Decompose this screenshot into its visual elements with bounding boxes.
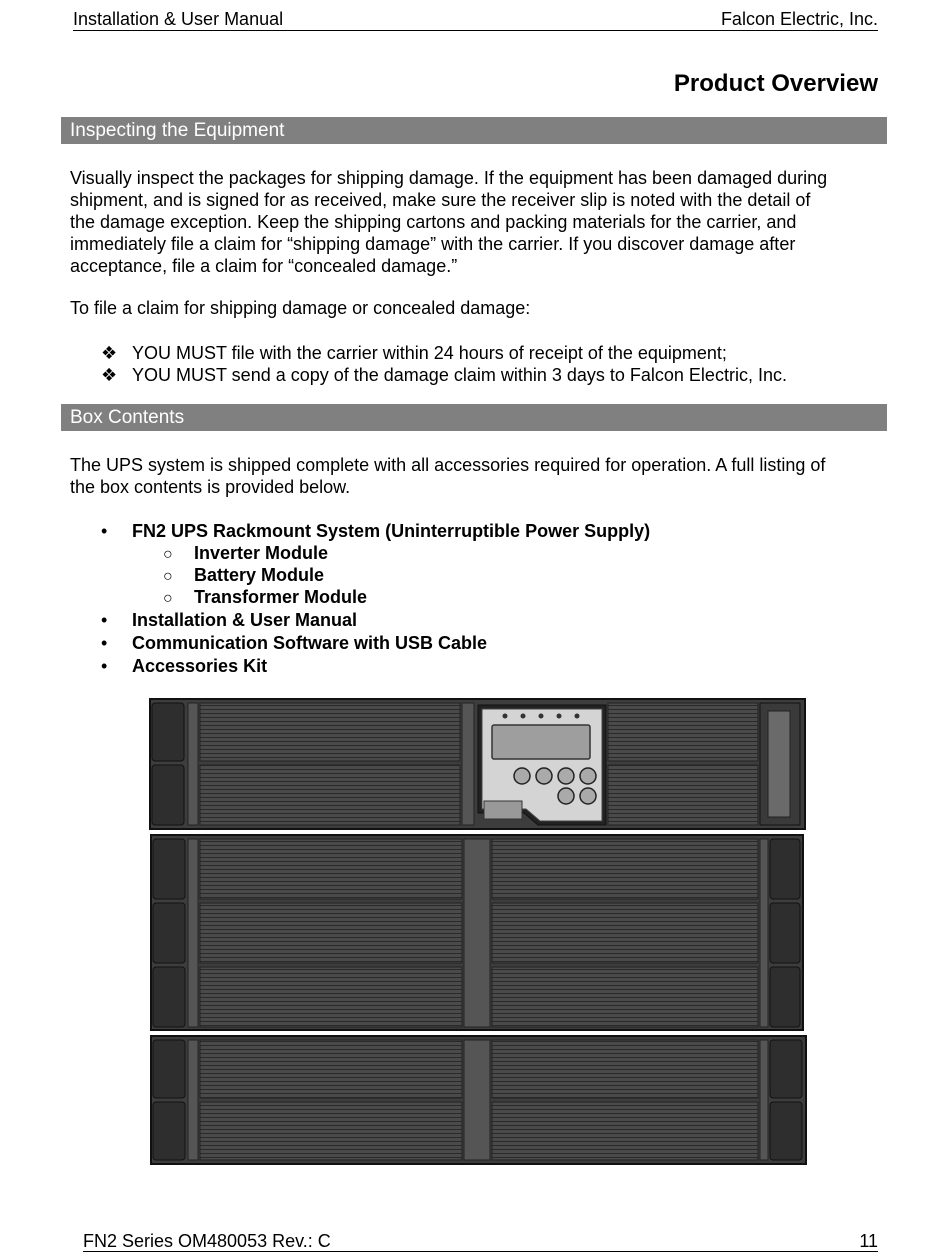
paragraph-line: shipment, and is signed for as received, make sure the receiver slip is noted with the detail of xyxy=(70,190,811,210)
sub-list-item-text: Battery Module xyxy=(194,565,325,585)
control-panel xyxy=(478,705,606,825)
inverter-module-unit xyxy=(150,699,805,829)
page-footer xyxy=(83,1231,878,1252)
list-item-text: FN2 UPS Rackmount System (Uninterruptible Power Supply) xyxy=(132,521,651,541)
list-item-text: Installation & User Manual xyxy=(132,610,358,630)
circle-bullet-icon: ○ xyxy=(163,568,173,585)
diamond-bullet-icon: ❖ xyxy=(101,365,118,385)
claim-bullet xyxy=(101,364,787,386)
lcd-display xyxy=(492,725,590,759)
header-company: Falcon Electric, Inc. xyxy=(720,9,878,29)
circle-bullet-icon: ○ xyxy=(163,590,173,607)
diamond-bullet-icon: ❖ xyxy=(101,343,118,363)
list-item xyxy=(101,520,651,542)
brand-logo-plate xyxy=(484,801,522,819)
list-item-text: Communication Software with USB Cable xyxy=(132,633,488,653)
sub-list-item-text: Transformer Module xyxy=(194,587,368,607)
page-number: 11 xyxy=(859,1231,878,1251)
sub-list-item xyxy=(163,542,329,564)
claim-bullet-text: YOU MUST send a copy of the damage claim within 3 days to Falcon Electric, Inc. xyxy=(132,365,787,385)
box-contents-paragraph xyxy=(70,454,885,498)
ups-rackmount-illustration xyxy=(148,697,808,1169)
battery-module-unit xyxy=(151,835,803,1030)
circle-bullet-icon: ○ xyxy=(163,546,173,563)
bullet-icon: • xyxy=(101,610,108,630)
paragraph-line: The UPS system is shipped complete with all accessories required for operation. A full listing of xyxy=(70,455,826,475)
footer-doc-id: FN2 Series OM480053 Rev.: C xyxy=(83,1231,331,1251)
claim-bullet-text: YOU MUST file with the carrier within 24 hours of receipt of the equipment; xyxy=(132,343,727,363)
list-item xyxy=(101,632,488,654)
claim-bullet xyxy=(101,342,727,364)
paragraph-line: acceptance, file a claim for “concealed damage.” xyxy=(70,256,458,276)
paragraph-line: the box contents is provided below. xyxy=(70,477,351,497)
list-item xyxy=(101,655,268,677)
section-heading-box-contents: Box Contents xyxy=(61,404,887,431)
paragraph-line: Visually inspect the packages for shipping damage. If the equipment has been damaged during xyxy=(70,168,828,188)
sub-list-item xyxy=(163,586,368,608)
sub-list-item-text: Inverter Module xyxy=(194,543,329,563)
claim-intro: To file a claim for shipping damage or concealed damage: xyxy=(70,298,531,318)
page-title: Product Overview xyxy=(673,70,878,97)
bullet-icon: • xyxy=(101,521,108,541)
sub-list-item xyxy=(163,564,325,586)
bullet-icon: • xyxy=(101,656,108,676)
header-doc-title: Installation & User Manual xyxy=(73,9,284,29)
transformer-module-unit xyxy=(151,1036,806,1164)
list-item xyxy=(101,609,358,631)
inspection-paragraph xyxy=(70,167,885,277)
list-item-text: Accessories Kit xyxy=(132,656,268,676)
paragraph-line: immediately file a claim for “shipping damage” with the carrier. If you discover damage after xyxy=(70,234,796,254)
page-header xyxy=(73,8,878,31)
section-heading-inspecting: Inspecting the Equipment xyxy=(61,117,887,144)
paragraph-line: the damage exception. Keep the shipping cartons and packing materials for the carrier, and xyxy=(70,212,797,232)
bullet-icon: • xyxy=(101,633,108,653)
